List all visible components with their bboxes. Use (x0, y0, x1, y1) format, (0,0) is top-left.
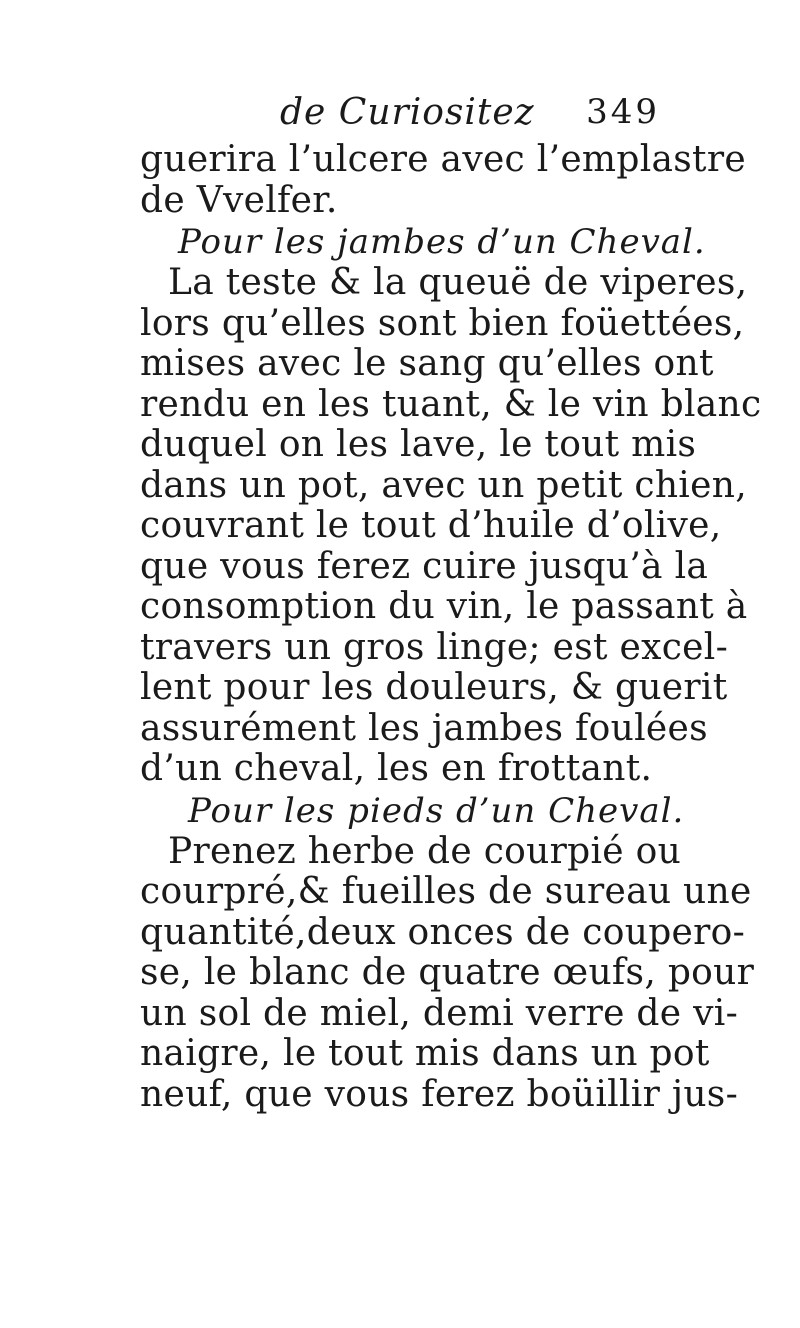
text-line: lors qu’elles sont bien foüettées, (140, 302, 745, 344)
text-line: guerira l’ulcere avec l’emplastre (140, 139, 746, 180)
section-heading-legs: Pour les jambes d’un Cheval. (178, 222, 706, 262)
text-line: courpré,& fueilles de sureau une (140, 871, 752, 912)
text-line: lent pour les douleurs, & guerit (140, 667, 728, 708)
text-line: La teste & la queuë de viperes, (168, 262, 748, 303)
text-line: d’un cheval, les en frottant. (140, 748, 653, 789)
text-line: assurément les jambes foulées (140, 707, 708, 749)
text-line: consomption du vin, le passant à (140, 586, 748, 627)
text-line: rendu en les tuant, & le vin blanc (140, 383, 762, 425)
text-line: Prenez herbe de courpié ou (168, 830, 682, 872)
section-heading-feet: Pour les pieds d’un Cheval. (188, 790, 685, 831)
running-head: de Curiositez (280, 92, 535, 133)
text-line: couvrant le tout d’huile d’olive, (140, 505, 722, 546)
text-line: quantité,deux onces de coupero- (140, 911, 746, 953)
page-number: 349 (586, 92, 660, 132)
body-text (140, 139, 762, 1115)
text-line: neuf, que vous ferez boüillir jus- (140, 1073, 739, 1115)
text-line: travers un gros linge; est excel- (140, 626, 729, 668)
text-line: un sol de miel, demi verre de vi- (140, 992, 739, 1034)
text-line: que vous ferez cuire jusqu’à la (140, 545, 709, 587)
text-line: se, le blanc de quatre œufs, pour (140, 952, 755, 993)
text-line: mises avec le sang qu’elles ont (140, 343, 714, 384)
text-line: naigre, le tout mis dans un pot (140, 1033, 710, 1074)
text-line: dans un pot, avec un petit chien, (140, 464, 747, 506)
text-line: de Vvelfer. (140, 179, 338, 221)
page-header (140, 92, 660, 142)
text-line: duquel on les lave, le tout mis (140, 424, 697, 465)
